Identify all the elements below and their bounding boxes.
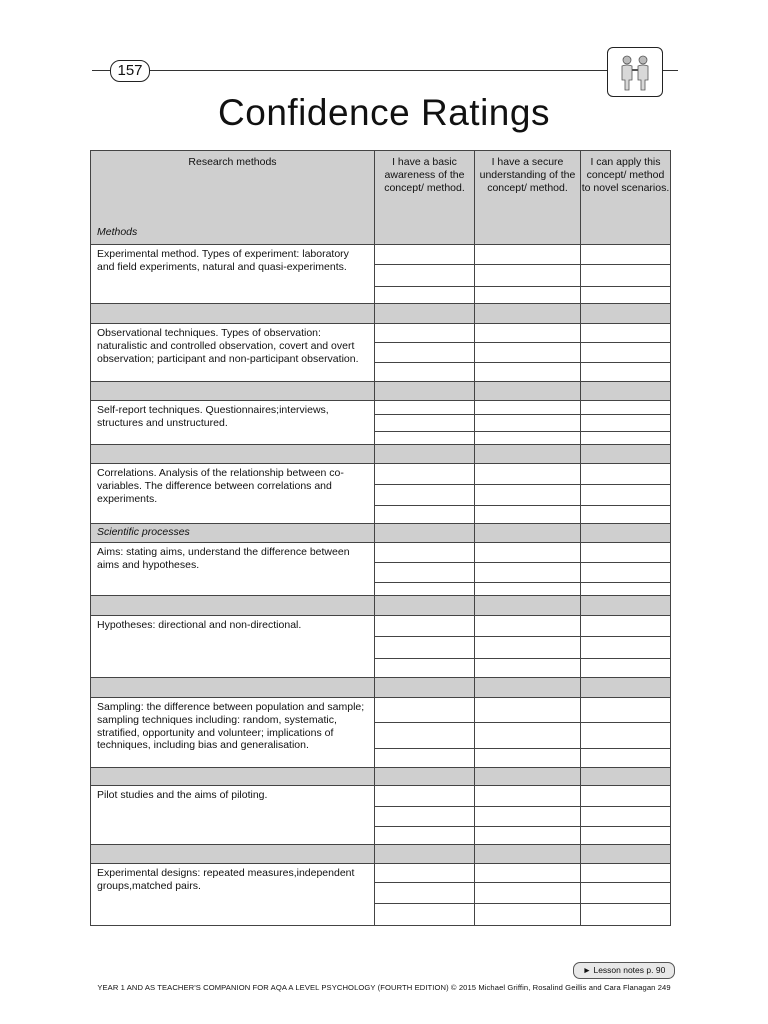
separator-cell (475, 524, 581, 543)
rating-secure-cell[interactable] (475, 432, 581, 445)
rating-basic-cell[interactable] (375, 543, 475, 563)
separator-cell (581, 845, 671, 864)
topic-cell: Observational techniques. Types of observation: naturalistic and controlled observation, covert and overt observation; participant and non-participant observation. (91, 324, 375, 382)
rating-apply-cell[interactable] (581, 287, 671, 304)
separator-cell (581, 382, 671, 401)
topic-cell: Hypotheses: directional and non-directional. (91, 616, 375, 678)
rating-apply-cell[interactable] (581, 583, 671, 596)
rating-basic-cell[interactable] (375, 883, 475, 904)
rating-basic-cell[interactable] (375, 401, 475, 415)
header-secure-understanding: I have a secure understanding of the concept/ method. (475, 151, 581, 245)
separator-row (91, 678, 671, 698)
people-handshake-icon (607, 47, 663, 97)
rating-secure-cell[interactable] (475, 563, 581, 583)
separator-cell (581, 524, 671, 543)
separator-cell (581, 678, 671, 698)
rating-apply-cell[interactable] (581, 807, 671, 827)
table-row (91, 543, 671, 563)
separator-cell (581, 304, 671, 324)
table-row (91, 401, 671, 415)
rating-secure-cell[interactable] (475, 904, 581, 926)
rating-apply-cell[interactable] (581, 749, 671, 768)
header-basic-awareness: I have a basic awareness of the concept/ method. (375, 151, 475, 245)
rating-basic-cell[interactable] (375, 432, 475, 445)
separator-cell (375, 678, 475, 698)
rating-apply-cell[interactable] (581, 265, 671, 287)
rating-secure-cell[interactable] (475, 659, 581, 678)
rating-basic-cell[interactable] (375, 363, 475, 382)
topic-cell: Self-report techniques. Questionnaires;interviews, structures and unstructured. (91, 401, 375, 445)
rating-secure-cell[interactable] (475, 749, 581, 768)
page-title: Confidence Ratings (218, 92, 550, 133)
rating-basic-cell[interactable] (375, 324, 475, 343)
rating-apply-cell[interactable] (581, 563, 671, 583)
rating-apply-cell[interactable] (581, 827, 671, 845)
rating-secure-cell[interactable] (475, 786, 581, 807)
rating-apply-cell[interactable] (581, 485, 671, 506)
rating-basic-cell[interactable] (375, 415, 475, 432)
section-title-row (91, 524, 671, 543)
separator-cell (581, 596, 671, 616)
rating-apply-cell[interactable] (581, 616, 671, 637)
separator-cell (475, 596, 581, 616)
separator-cell (91, 445, 375, 464)
separator-cell (91, 768, 375, 786)
header-topic-cell (91, 151, 375, 245)
rating-secure-cell[interactable] (475, 506, 581, 524)
rating-secure-cell[interactable] (475, 543, 581, 563)
rating-basic-cell[interactable] (375, 864, 475, 883)
rating-secure-cell[interactable] (475, 807, 581, 827)
topic-cell: Sampling: the difference between population and sample; sampling techniques including: random, systematic, stratified, opportunity and volunteer; implications of techniques, including bias and generalisation. (91, 698, 375, 768)
header-methods-label: Methods (97, 226, 138, 239)
rating-secure-cell[interactable] (475, 723, 581, 749)
rating-basic-cell[interactable] (375, 245, 475, 265)
rating-apply-cell[interactable] (581, 343, 671, 363)
header-rule-left (92, 70, 110, 71)
topic-cell: Aims: stating aims, understand the difference between aims and hypotheses. (91, 543, 375, 596)
separator-row (91, 382, 671, 401)
rating-basic-cell[interactable] (375, 637, 475, 659)
rating-basic-cell[interactable] (375, 616, 475, 637)
table-row (91, 464, 671, 485)
rating-apply-cell[interactable] (581, 506, 671, 524)
rating-secure-cell[interactable] (475, 827, 581, 845)
rating-secure-cell[interactable] (475, 363, 581, 382)
separator-cell (375, 845, 475, 864)
table-row (91, 324, 671, 343)
topic-cell: Pilot studies and the aims of piloting. (91, 786, 375, 845)
rating-basic-cell[interactable] (375, 563, 475, 583)
rating-apply-cell[interactable] (581, 659, 671, 678)
rating-basic-cell[interactable] (375, 343, 475, 363)
rating-basic-cell[interactable] (375, 807, 475, 827)
table-row (91, 698, 671, 723)
table-row (91, 864, 671, 883)
rating-apply-cell[interactable] (581, 543, 671, 563)
header-apply-concept: I can apply this concept/ method to novel scenarios. (581, 151, 671, 245)
separator-cell (475, 445, 581, 464)
rating-apply-cell[interactable] (581, 864, 671, 883)
rating-secure-cell[interactable] (475, 265, 581, 287)
rating-secure-cell[interactable] (475, 637, 581, 659)
topic-cell: Experimental method. Types of experiment: laboratory and field experiments, natural and quasi-experiments. (91, 245, 375, 304)
rating-apply-cell[interactable] (581, 464, 671, 485)
rating-basic-cell[interactable] (375, 464, 475, 485)
rating-basic-cell[interactable] (375, 827, 475, 845)
separator-cell (475, 382, 581, 401)
rating-secure-cell[interactable] (475, 583, 581, 596)
separator-cell (375, 445, 475, 464)
separator-cell (581, 445, 671, 464)
separator-cell (375, 382, 475, 401)
rating-basic-cell[interactable] (375, 749, 475, 768)
rating-apply-cell[interactable] (581, 432, 671, 445)
rating-secure-cell[interactable] (475, 464, 581, 485)
separator-row (91, 304, 671, 324)
rating-basic-cell[interactable] (375, 485, 475, 506)
rating-secure-cell[interactable] (475, 415, 581, 432)
rating-secure-cell[interactable] (475, 401, 581, 415)
rating-basic-cell[interactable] (375, 723, 475, 749)
separator-cell (91, 845, 375, 864)
separator-cell (375, 524, 475, 543)
topic-cell: Experimental designs: repeated measures,independent groups,matched pairs. (91, 864, 375, 926)
footer-copyright: YEAR 1 AND AS TEACHER'S COMPANION FOR AQA A LEVEL PSYCHOLOGY (FOURTH EDITION) © 2015 Michael Griffin, Rosalind Geillis and Cara Flanagan 249 (97, 983, 671, 992)
rating-apply-cell[interactable] (581, 324, 671, 343)
table-header-row (91, 151, 671, 245)
separator-cell (91, 678, 375, 698)
rating-basic-cell[interactable] (375, 659, 475, 678)
header-research-methods: Research methods (188, 156, 277, 168)
separator-cell (475, 304, 581, 324)
header-rule-middle (150, 70, 607, 71)
rating-basic-cell[interactable] (375, 287, 475, 304)
rating-apply-cell[interactable] (581, 363, 671, 382)
rating-secure-cell[interactable] (475, 287, 581, 304)
rating-basic-cell[interactable] (375, 904, 475, 926)
rating-secure-cell[interactable] (475, 883, 581, 904)
topic-cell: Correlations. Analysis of the relationship between co-variables. The difference between correlations and experiments. (91, 464, 375, 524)
separator-cell (475, 678, 581, 698)
separator-cell (475, 768, 581, 786)
table-row (91, 786, 671, 807)
rating-secure-cell[interactable] (475, 343, 581, 363)
separator-cell (581, 768, 671, 786)
rating-secure-cell[interactable] (475, 485, 581, 506)
rating-apply-cell[interactable] (581, 401, 671, 415)
confidence-ratings-table (90, 150, 671, 926)
separator-row (91, 768, 671, 786)
rating-secure-cell[interactable] (475, 698, 581, 723)
rating-apply-cell[interactable] (581, 904, 671, 926)
table-row (91, 616, 671, 637)
lesson-notes-link[interactable]: ► Lesson notes p. 90 (573, 962, 675, 979)
rating-apply-cell[interactable] (581, 883, 671, 904)
rating-apply-cell[interactable] (581, 415, 671, 432)
rating-apply-cell[interactable] (581, 786, 671, 807)
rating-basic-cell[interactable] (375, 506, 475, 524)
separator-cell (475, 845, 581, 864)
separator-row (91, 445, 671, 464)
rating-basic-cell[interactable] (375, 786, 475, 807)
rating-secure-cell[interactable] (475, 616, 581, 637)
separator-cell (375, 596, 475, 616)
separator-cell (375, 304, 475, 324)
rating-secure-cell[interactable] (475, 324, 581, 343)
separator-row (91, 845, 671, 864)
page-number: 157 (110, 60, 150, 82)
rating-basic-cell[interactable] (375, 583, 475, 596)
table-row (91, 245, 671, 265)
rating-apply-cell[interactable] (581, 245, 671, 265)
separator-cell (91, 304, 375, 324)
header-rule-right (662, 70, 678, 71)
rating-apply-cell[interactable] (581, 723, 671, 749)
separator-cell (375, 768, 475, 786)
separator-cell (91, 382, 375, 401)
section-title: Scientific processes (91, 524, 375, 543)
rating-basic-cell[interactable] (375, 265, 475, 287)
rating-apply-cell[interactable] (581, 637, 671, 659)
rating-secure-cell[interactable] (475, 864, 581, 883)
separator-row (91, 596, 671, 616)
separator-cell (91, 596, 375, 616)
rating-basic-cell[interactable] (375, 698, 475, 723)
rating-apply-cell[interactable] (581, 698, 671, 723)
rating-secure-cell[interactable] (475, 245, 581, 265)
